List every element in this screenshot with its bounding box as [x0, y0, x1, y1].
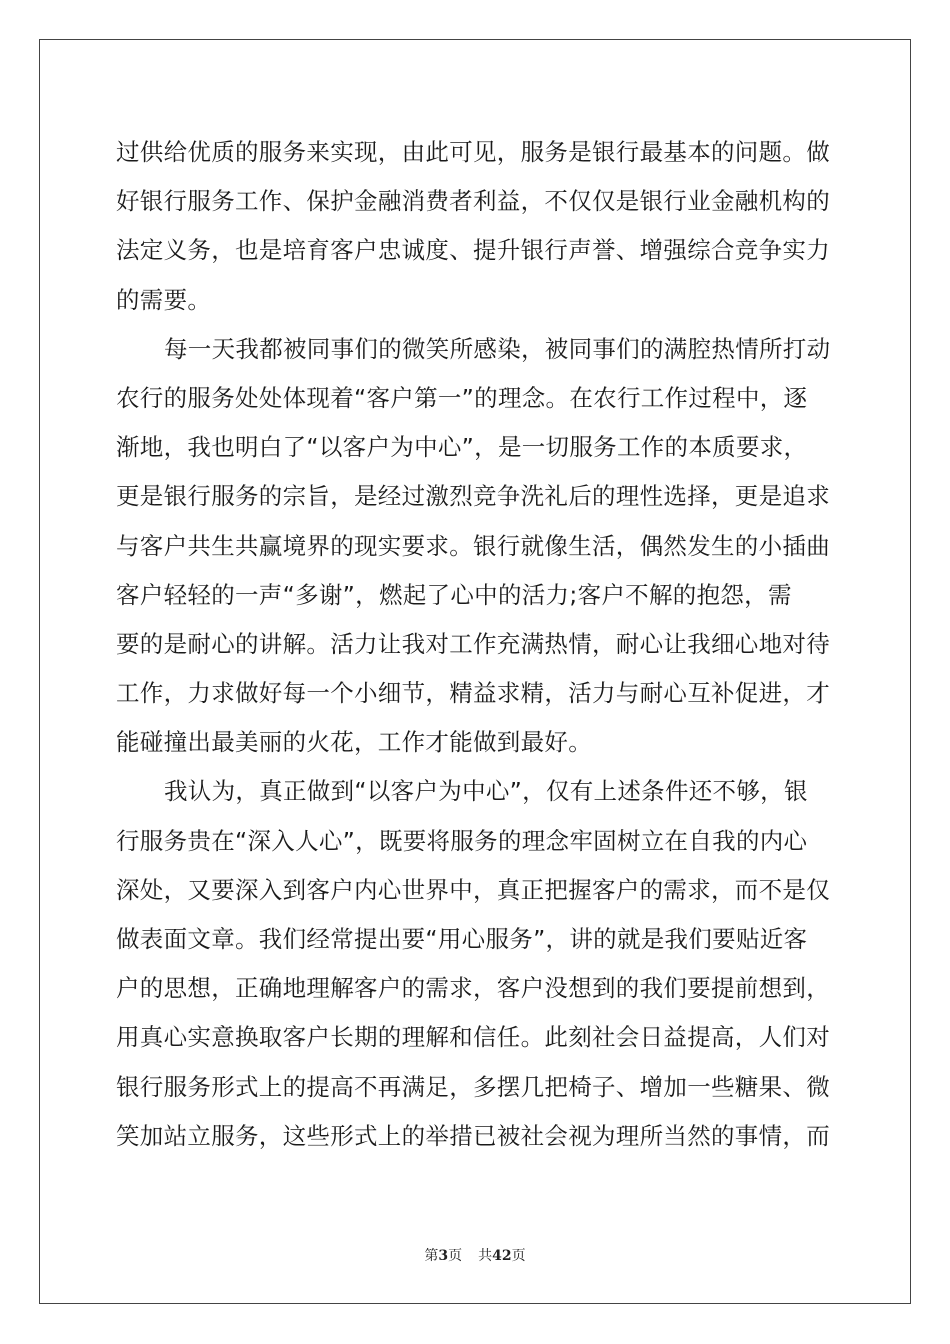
page-number: 3 [438, 1248, 449, 1264]
text-line: 好银行服务工作、保护金融消费者利益，不仅仅是银行业金融机构的 [116, 187, 830, 216]
text-line: 深处，又要深入到客户内心世界中，真正把握客户的需求，而不是仅 [116, 875, 830, 904]
text-line: 与客户共生共赢境界的现实要求。银行就像生活，偶然发生的小插曲 [116, 531, 830, 560]
text-line: 法定义务，也是培育客户忠诚度、提升银行声誉、增强综合竞争实力 [116, 236, 830, 265]
text-line: 渐地，我也明白了“以客户为中心”，是一切服务工作的本质要求， [116, 433, 808, 462]
text-line: 的需要。 [116, 285, 212, 314]
text-line: 用真心实意换取客户长期的理解和信任。此刻社会日益提高，人们对 [116, 1023, 830, 1052]
text-line: 笑加站立服务，这些形式上的举措已被社会视为理所当然的事情，而 [116, 1121, 830, 1150]
total-pages: 42 [492, 1248, 512, 1264]
text-line: 能碰撞出最美丽的火花，工作才能做到最好。 [116, 728, 592, 757]
page-footer [0, 1245, 950, 1265]
text-line: 过供给优质的服务来实现，由此可见，服务是银行最基本的问题。做 [116, 138, 830, 166]
text-line: 行服务贵在“深入人心”，既要将服务的理念牢固树立在自我的内心 [116, 826, 808, 855]
text-line: 我认为，真正做到“以客户为中心”，仅有上述条件还不够，银 [164, 777, 808, 806]
text-line: 要的是耐心的讲解。活力让我对工作充满热情，耐心让我细心地对待 [116, 629, 830, 658]
text-line: 工作，力求做好每一个小细节，精益求精，活力与耐心互补促进，才 [116, 679, 830, 708]
text-line: 做表面文章。我们经常提出要“用心服务”，讲的就是我们要贴近客 [116, 925, 808, 953]
page-suffix: 页 [448, 1248, 463, 1264]
text-line: 农行的服务处处体现着“客户第一”的理念。在农行工作过程中，逐 [116, 383, 808, 412]
total-prefix: 共 [478, 1248, 493, 1264]
text-line: 银行服务形式上的提高不再满足，多摆几把椅子、增加一些糖果、微 [116, 1072, 830, 1101]
page-prefix: 第 [424, 1248, 439, 1264]
text-line: 户的思想，正确地理解客户的需求，客户没想到的我们要提前想到， [116, 974, 830, 1003]
text-line: 每一天我都被同事们的微笑所感染，被同事们的满腔热情所打动 [164, 334, 831, 363]
text-line: 客户轻轻的一声“多谢”，燃起了心中的活力;客户不解的抱怨，需 [116, 580, 792, 609]
text-line: 更是银行服务的宗旨，是经过激烈竞争洗礼后的理性选择，更是追求 [116, 482, 830, 511]
total-suffix: 页 [511, 1248, 526, 1264]
document-body [116, 128, 836, 1161]
